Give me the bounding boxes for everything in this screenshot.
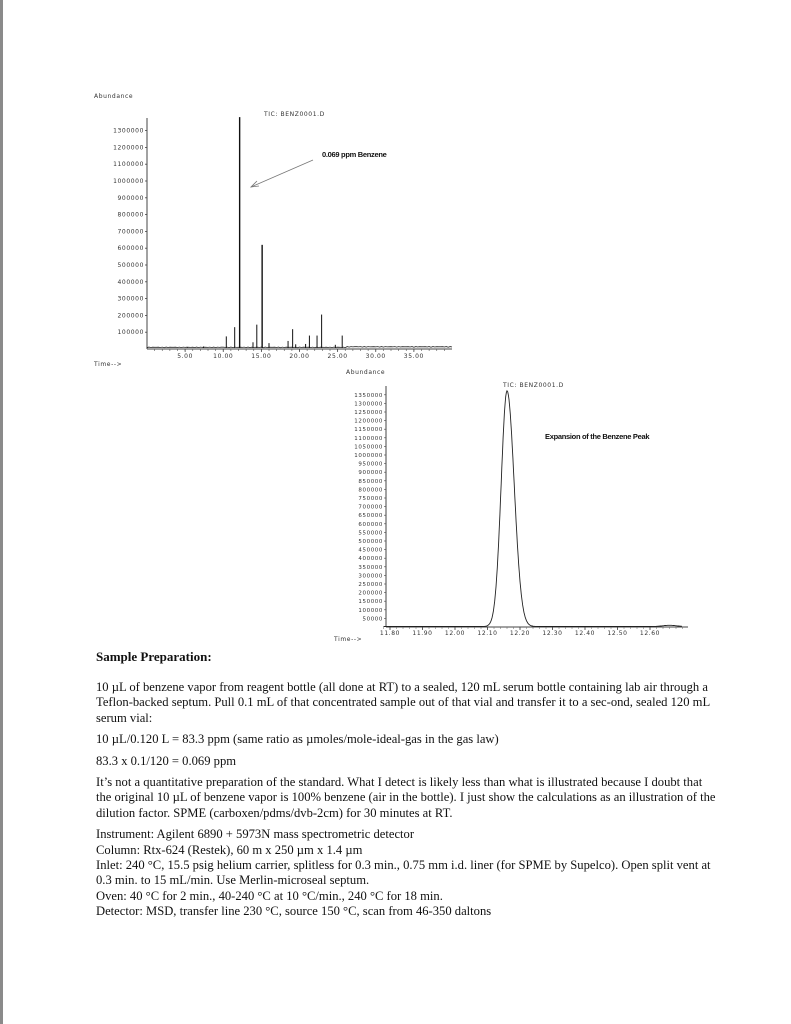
svg-text:400000: 400000	[117, 278, 144, 286]
svg-text:12.30: 12.30	[542, 630, 563, 637]
svg-text:1000000: 1000000	[354, 453, 383, 459]
svg-text:12.20: 12.20	[509, 630, 531, 637]
benzene-peak-trace	[384, 391, 682, 627]
svg-text:800000: 800000	[117, 211, 144, 219]
svg-text:1300000: 1300000	[113, 127, 144, 135]
svg-text:1050000: 1050000	[354, 444, 383, 451]
svg-text:11.80: 11.80	[379, 630, 401, 637]
chart-title: TIC: BENZ0001.D	[264, 111, 325, 118]
svg-text:15.00: 15.00	[251, 353, 272, 360]
svg-text:950000: 950000	[358, 461, 383, 468]
svg-text:12.60: 12.60	[639, 630, 661, 637]
svg-text:1300000: 1300000	[354, 401, 383, 408]
svg-text:650000: 650000	[358, 513, 383, 520]
svg-text:800000: 800000	[358, 487, 383, 494]
benzene-annotation: 0.069 ppm Benzene	[322, 150, 387, 159]
svg-text:25.00: 25.00	[327, 353, 348, 360]
preparation-paragraph: 10 µL of benzene vapor from reagent bottle (all done at RT) to a sealed, 120 mL serum bottle containing lab air through a Teflon-backed septum. Pull 0.1 mL of that concentrated sample out of that vial and transfer it to a sec-ond, sealed 120 mL serum vial:	[96, 680, 710, 725]
spec-detector: Detector: MSD, transfer line 230 °C, source 150 °C, scan from 46-350 daltons	[96, 904, 492, 919]
svg-text:750000: 750000	[358, 496, 383, 502]
svg-text:700000: 700000	[358, 504, 383, 511]
svg-text:20.00: 20.00	[289, 353, 310, 360]
svg-text:200000: 200000	[117, 312, 144, 320]
svg-text:850000: 850000	[358, 478, 383, 485]
svg-text:500000: 500000	[358, 539, 383, 545]
y-axis-label: Abundance	[346, 369, 386, 376]
svg-text:100000: 100000	[358, 607, 383, 614]
svg-text:35.00: 35.00	[403, 353, 424, 360]
svg-text:700000: 700000	[117, 228, 144, 236]
svg-text:50000: 50000	[362, 616, 383, 623]
svg-text:12.10: 12.10	[477, 630, 498, 637]
instrument-specs	[96, 827, 716, 919]
svg-text:300000: 300000	[358, 573, 383, 580]
svg-text:10.00: 10.00	[213, 353, 234, 360]
svg-text:600000: 600000	[358, 521, 383, 528]
svg-text:1200000: 1200000	[113, 144, 144, 152]
svg-text:500000: 500000	[117, 262, 144, 269]
x-axis-label: Time-->	[334, 636, 363, 643]
svg-text:400000: 400000	[358, 556, 383, 563]
svg-text:12.00: 12.00	[444, 630, 466, 637]
svg-text:450000: 450000	[358, 547, 383, 554]
svg-text:5.00: 5.00	[177, 353, 194, 360]
section-heading: Sample Preparation:	[96, 649, 212, 664]
svg-text:300000: 300000	[117, 295, 144, 303]
expansion-annotation: Expansion of the Benzene Peak	[545, 432, 650, 441]
chart-axes	[354, 386, 688, 637]
chart-title: TIC: BENZ0001.D	[503, 382, 564, 389]
svg-text:1150000: 1150000	[354, 427, 383, 434]
y-axis-label: Abundance	[94, 93, 134, 100]
svg-text:900000: 900000	[117, 194, 144, 202]
svg-text:550000: 550000	[358, 530, 383, 537]
x-axis-label: Time-->	[94, 361, 123, 368]
svg-text:1100000: 1100000	[354, 435, 383, 442]
svg-text:900000: 900000	[358, 470, 383, 477]
svg-text:30.00: 30.00	[365, 353, 386, 360]
svg-text:1100000: 1100000	[113, 161, 144, 169]
spec-column: Column: Rtx-624 (Restek), 60 m x 250 µm x 1.4 µm	[96, 842, 363, 857]
svg-text:100000: 100000	[117, 329, 144, 337]
svg-text:1350000: 1350000	[354, 392, 383, 399]
spec-inlet: Inlet: 240 °C, 15.5 psig helium carrier, splitless for 0.3 min., 0.75 mm i.d. liner (for SPME by Supelco). Open split vent at 0.3 min. to 15 mL/min. Use Merlin-microseal septum.	[96, 858, 711, 888]
sample-preparation-section	[96, 648, 716, 920]
svg-text:12.50: 12.50	[607, 630, 628, 637]
calculation-line-1: 10 µL/0.120 L = 83.3 ppm (same ratio as µmoles/mole-ideal-gas in the gas law)	[96, 732, 499, 747]
notes-paragraph: It’s not a quantitative preparation of the standard. What I detect is likely less than what is illustrated because I doubt that the original 10 µL of benzene vapor is 100% benzene (air in the bottle). I just show the calculations as an illustration of the dilution factor. SPME (carboxen/pdms/dvb-2cm) for 30 minutes at RT.	[96, 775, 716, 820]
svg-text:600000: 600000	[117, 245, 144, 253]
svg-text:350000: 350000	[358, 564, 383, 571]
svg-text:1250000: 1250000	[354, 410, 383, 416]
svg-text:250000: 250000	[358, 582, 383, 588]
spec-instrument: Instrument: Agilent 6890 + 5973N mass spectrometric detector	[96, 827, 415, 842]
svg-text:1000000: 1000000	[113, 178, 144, 185]
svg-text:150000: 150000	[358, 599, 383, 606]
spec-oven: Oven: 40 °C for 2 min., 40-240 °C at 10 °C/min., 240 °C for 18 min.	[96, 888, 443, 903]
svg-text:200000: 200000	[358, 590, 383, 597]
svg-text:1200000: 1200000	[354, 418, 383, 425]
calculation-line-2: 83.3 x 0.1/120 = 0.069 ppm	[96, 753, 237, 768]
svg-text:12.40: 12.40	[574, 630, 596, 637]
svg-text:11.90: 11.90	[412, 630, 433, 637]
